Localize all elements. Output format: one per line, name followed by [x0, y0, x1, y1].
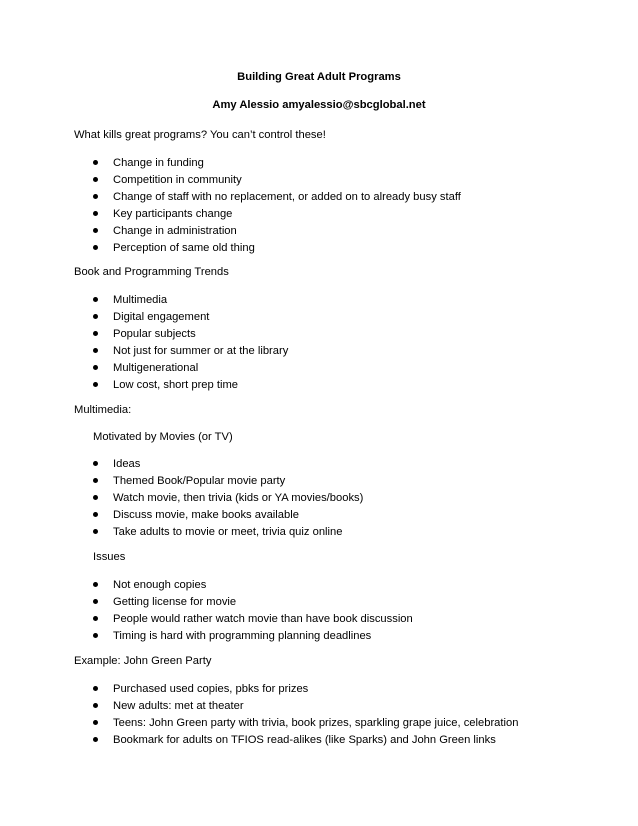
section-heading-trends: Book and Programming Trends	[74, 266, 229, 278]
bullet-icon	[93, 478, 98, 483]
list-item: Themed Book/Popular movie party	[90, 474, 363, 491]
author-line: Amy Alessio amyalessio@sbcglobal.net	[212, 99, 426, 111]
bullet-icon	[93, 365, 98, 370]
bullet-icon	[93, 245, 98, 250]
subheading-issues: Issues	[93, 551, 126, 563]
bullet-icon	[93, 228, 98, 233]
list-item: Getting license for movie	[90, 595, 413, 612]
bullet-icon	[93, 211, 98, 216]
list-item: Popular subjects	[90, 327, 288, 344]
list-item: Perception of same old thing	[90, 241, 461, 258]
bullet-icon	[93, 177, 98, 182]
bullet-icon	[93, 529, 98, 534]
list-item: Not just for summer or at the library	[90, 344, 288, 361]
bullet-icon	[93, 737, 98, 742]
bullet-icon	[93, 348, 98, 353]
list-item: Multigenerational	[90, 361, 288, 378]
bullet-icon	[93, 314, 98, 319]
list-item: People would rather watch movie than have book discussion	[90, 612, 413, 629]
issues-list	[90, 578, 413, 646]
movies-list	[90, 457, 363, 542]
subheading-movies: Motivated by Movies (or TV)	[93, 431, 233, 443]
list-item: Change in funding	[90, 156, 461, 173]
list-item: Not enough copies	[90, 578, 413, 595]
bullet-icon	[93, 461, 98, 466]
list-item: Digital engagement	[90, 310, 288, 327]
list-item: Watch movie, then trivia (kids or YA movies/books)	[90, 491, 363, 508]
bullet-icon	[93, 686, 98, 691]
section-heading-multimedia: Multimedia:	[74, 404, 132, 416]
section-heading-example: Example: John Green Party	[74, 655, 212, 667]
bullet-icon	[93, 160, 98, 165]
bullet-icon	[93, 703, 98, 708]
bullet-icon	[93, 633, 98, 638]
list-item: Teens: John Green party with trivia, book prizes, sparkling grape juice, celebration	[90, 716, 518, 733]
list-item: Bookmark for adults on TFIOS read-alikes (like Sparks) and John Green links	[90, 733, 518, 750]
list-item: Change in administration	[90, 224, 461, 241]
list-item: Take adults to movie or meet, trivia quiz online	[90, 525, 363, 542]
trends-list	[90, 293, 288, 395]
bullet-icon	[93, 599, 98, 604]
bullet-icon	[93, 495, 98, 500]
section-heading-kills: What kills great programs? You can’t control these!	[74, 129, 326, 141]
list-item: Competition in community	[90, 173, 461, 190]
example-list	[90, 682, 518, 750]
list-item: Discuss movie, make books available	[90, 508, 363, 525]
list-item: Low cost, short prep time	[90, 378, 288, 395]
bullet-icon	[93, 331, 98, 336]
list-item: Timing is hard with programming planning deadlines	[90, 629, 413, 646]
list-item: Change of staff with no replacement, or added on to already busy staff	[90, 190, 461, 207]
document-title: Building Great Adult Programs	[237, 71, 401, 83]
list-item: Purchased used copies, pbks for prizes	[90, 682, 518, 699]
list-item: Multimedia	[90, 293, 288, 310]
kills-list	[90, 156, 461, 258]
bullet-icon	[93, 582, 98, 587]
bullet-icon	[93, 512, 98, 517]
list-item: Ideas	[90, 457, 363, 474]
bullet-icon	[93, 297, 98, 302]
bullet-icon	[93, 194, 98, 199]
list-item: Key participants change	[90, 207, 461, 224]
bullet-icon	[93, 616, 98, 621]
bullet-icon	[93, 720, 98, 725]
list-item: New adults: met at theater	[90, 699, 518, 716]
bullet-icon	[93, 382, 98, 387]
